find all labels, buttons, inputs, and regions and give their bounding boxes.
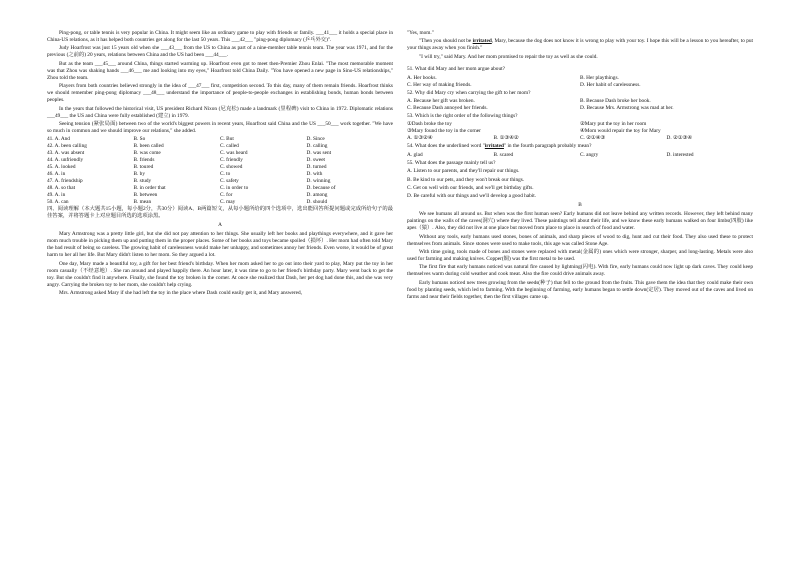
option: C. called (220, 143, 239, 150)
text-segment: , Mary, because the dog does not know it is wrong to play with your toy. I hope this will be a lesson to you hereafter, to put your things away when you finish." (407, 38, 753, 52)
option: D. ②①③④ (666, 135, 692, 142)
left-column (47, 30, 393, 299)
option-row-45 (47, 164, 393, 171)
option: B. between (133, 192, 158, 199)
cloze-paragraph-4: Players from both countries believed strongly in the idea of ___47___ first, competition second. To this day, many of them remain friends. Hoarfrost thinks we should remember ping-pong diplomacy ___48___ understand the importance of people-to-people exchanges in establishing bonds, human bonds between peoples. (47, 83, 393, 104)
option: B. So (133, 136, 146, 143)
passage-a-paragraph-6: "I will try," said Mary. And her mom promised to repair the toy as well as she could. (419, 53, 598, 60)
passage-b-paragraph-1: We see humans all around us. But when was the first human seen? Early humans did not leave behind any written records. However, they left behind many paintings on the walls of the caves(洞穴) where they lived. These paintings tell about their life, and we know these early humans walked on four limbs(四肢) like apes（猿）. Also, they did not live at one place but moved from place to place in search of food and water. (407, 211, 753, 232)
option: D. interested (666, 151, 694, 158)
option: B. by (133, 171, 145, 178)
option: D. because of (306, 185, 336, 192)
option: A. Her books. (407, 74, 437, 81)
option: C. ②①④③ (580, 135, 606, 142)
option: B. toured (133, 164, 154, 171)
passage-a-paragraph-4: "Yes, mom." (407, 30, 434, 36)
option: 47. A. friendship (47, 178, 83, 185)
option: D. Her habit of carelessness. (580, 81, 641, 88)
right-column (407, 30, 753, 302)
option: D. winning (306, 178, 331, 185)
option: D. turned (306, 164, 327, 171)
option: A. Listen to our parents, and they'll repair our things. (407, 168, 520, 175)
option: C. showed (220, 164, 243, 171)
cloze-paragraph-3: But as the team ___45___ around China, things started warming up. Hoarfrost even got to meet then-Premier Zhou Enlai. "The most memorable moment was that Zhou was shaking hands ___46___ me and looking into my eyes," Hoarfrost told China Daily. "You have opened a new page in Sino-US relationships," Zhou told the team. (47, 60, 393, 81)
option: C. Her way of making friends. (407, 81, 472, 88)
question-52-options-row (407, 105, 753, 112)
option: D. Because Mrs. Armstrong was mad at her. (580, 104, 674, 111)
option: C. to (220, 171, 231, 178)
question-55: 55. What does the passage mainly tell us? (407, 159, 496, 166)
option: 45. A. looked (47, 164, 76, 171)
option: D. among (306, 192, 328, 199)
option: 49. A. in (47, 192, 66, 199)
text-segment: 54. What does the underlined word " (407, 143, 485, 150)
option: B. study (133, 178, 152, 185)
option-row-44 (47, 157, 393, 164)
option: B. was come (133, 150, 161, 157)
option: D. was sent (306, 150, 332, 157)
passage-a-label: A (218, 222, 222, 229)
order-item: ①Dash broke the toy (407, 121, 452, 128)
option-row-47 (47, 178, 393, 185)
option: C. was heard (220, 150, 248, 157)
text-segment: "Then you should not be (419, 38, 473, 45)
passage-b-paragraph-4: The first fire that early humans noticed was natural fire caused by lightning(闪电). With fire, early humans could now light up dark caves. They could keep themselves warm during cold weather and cook meat. Also the fire could drive animals away. (407, 264, 753, 278)
option: C. may (220, 199, 236, 206)
passage-a-paragraph-3: Mrs. Armstrong asked Mary if she had left the toy in the place where Dash could easily get it, and Mary answered, (59, 290, 302, 297)
option: A. Because her gift was broken. (407, 97, 475, 104)
option: A. ①③②④ (407, 135, 433, 142)
cloze-paragraph-2: Judy Hoarfrost was just 15 years old when she ___43___ from the US to China as part of a nine-member table tennis team. The year was 1971, and for the previous (之前的) 20 years, relations between China and the US had been ___44___. (47, 45, 393, 59)
option: B. in order that (133, 185, 166, 192)
passage-a-paragraph-1: Mary Armstrong was a pretty little girl, but she did not pay attention to her things. She usually left her books and playthings everywhere, and it gave her mom much trouble in picking them up and putting them in the proper places. Some of her books and toys became spoiled（损坏）. Her mom had often told Mary the bad result of being so careless. The growing habit of carelessness would make her unhappy, and sometimes annoy her friends. Even worse, it would be of great harm to her all her life. But Mary didn't listen to her mom. So they argued a lot. (47, 231, 393, 259)
option: C. safety (220, 178, 239, 185)
option: 46. A. in (47, 171, 66, 178)
underlined-word: irritated (472, 38, 492, 45)
cloze-paragraph-1: Ping-pong, or table tennis is very popular in China. It might seem like an ordinary game to play with friends or family. ___41___ it holds a special place in China-US relations, as it has helped both countries get along for the last 50 years. This ___42___ "ping-pong diplomacy (乒乓外交)". (47, 30, 393, 43)
option: B. Be kind to our pets, and they won't break our things. (407, 176, 525, 183)
passage-b-label: B (578, 202, 582, 209)
passage-b-paragraph-2: Without any tools, early humans used stones, bones of animals, and sharp pieces of wood to dig, hunt and cut their food. They also used these to protect themselves from animals. Since stones were used to make tools, this age was called Stone Age. (407, 233, 753, 247)
question-51-options-row (407, 75, 753, 82)
question-53: 53. Which is the right order of the following things? (407, 112, 518, 119)
option: B. Because Dash broke her book. (580, 97, 651, 104)
option-row-49 (47, 192, 393, 199)
option-row-41 (47, 136, 393, 143)
option: 43. A. was absent (47, 150, 85, 157)
option: C. But (220, 136, 234, 143)
option: D. Since (306, 136, 325, 143)
option: B. ①③④② (493, 135, 519, 142)
option: 41. A. And (47, 136, 70, 143)
option: D. should (306, 199, 328, 206)
passage-b-paragraph-3: With time going, tools made of bones and stones were replaced with metal(金属的) ones which were stronger, sharper, and long-lasting. Metals were also used for farming and making knives. Copper(铜) was the first metal to be used. (407, 249, 753, 263)
question-52-options-row (407, 98, 753, 105)
question-52: 52. Why did Mary cry when carrying the gift to her mom? (407, 89, 531, 96)
passage-a-paragraph-2: One day, Mary made a beautiful toy, a gift for her best friend's birthday. When her mom asked her to go out into their yard to play, Mary put the toy in her room casually（不经意地）. She ran around and played happily there. An hour later, it was time to go to her friend's birthday party. Mary went back to get the toy. But she couldn't find it anywhere. Finally, she found the toy broken in the corner. At once she realized that Dash, her pet dog had done this, and she was very angry. Carrying the broken toy to her mom, she couldn't help crying. (47, 260, 393, 288)
option: D. sweet (306, 157, 326, 164)
question-54 (407, 143, 753, 150)
option: C. in order to (220, 185, 249, 192)
option: B. scared (493, 151, 514, 158)
option: B. mean (133, 199, 152, 206)
cloze-options (47, 136, 393, 206)
option: B. Her playthings. (580, 74, 619, 81)
cloze-paragraph-5: In the years that followed the historical visit, US president Richard Nixon (尼克松) made a landmark (里程碑) visit to China in 1972. Diplomatic relations ___49___ the US and China were fully established (建立) in 1979. (47, 105, 393, 119)
option: A. glad (407, 151, 423, 158)
option: 44. A. unfriendly (47, 157, 84, 164)
option: C. for (220, 192, 233, 199)
question-53-options-row (407, 135, 753, 142)
option: C. Get on well with our friends, and we'll get birthday gifts. (407, 184, 534, 191)
question-51: 51. What did Mary and her mom argue about? (407, 66, 505, 73)
underlined-word: irritated (484, 143, 504, 150)
order-item: ③Mary found the toy in the corner (407, 128, 481, 135)
option: C. angry (580, 151, 599, 158)
option: 50. A. can (47, 199, 69, 206)
option: D. with (306, 171, 323, 178)
option: C. friendly (220, 157, 243, 164)
question-51-options-row (407, 82, 753, 89)
option: 48. A. so that (47, 185, 76, 192)
option: D. calling (306, 143, 328, 150)
passage-a-paragraph-5 (407, 38, 753, 52)
question-54-options-row (407, 152, 753, 159)
section-title: 四、阅读理解（本大题共15小题，每小题2分，共30分）阅读A、B两篇短文，从每小题所给的四个选项中，选出能回答所提问题或完成所给句子的最佳答案，并将答题卡上对应题目所选的选项涂黑。 (47, 206, 393, 220)
passage-b-paragraph-5: Early humans noticed new trees growing from the seeds(种子) that fell to the ground from the fruits. This gave them the idea that they could make their own food by planting seeds, which led to farming. With the beginning of farming, early humans began to settle down(定居). They moved out of the caves and lived on farms and near their fields together, then the first villages came up. (407, 279, 753, 300)
option-row-42 (47, 143, 393, 150)
question-53-items-row (407, 128, 753, 135)
option: B. friends (133, 157, 155, 164)
option: 42. A. been calling (47, 143, 87, 150)
text-segment: " in the fourth paragraph probably mean? (503, 143, 592, 150)
option: D. Be careful with our things and we'll develop a good habit. (407, 193, 537, 200)
cloze-paragraph-6: Seeing tension (紧张局面) between two of the world's biggest powers in recent years, Hoarfrost said China and the US ___50___ work together. "We have so much in common and we should improve our relations," she added. (47, 120, 393, 134)
option: C. Because Dash annoyed her friends. (407, 104, 488, 111)
order-item: ④Mom would repair the toy for Mary (580, 128, 661, 135)
order-item: ②Mary put the toy in her room (580, 121, 647, 128)
option: B. been called (133, 143, 164, 150)
